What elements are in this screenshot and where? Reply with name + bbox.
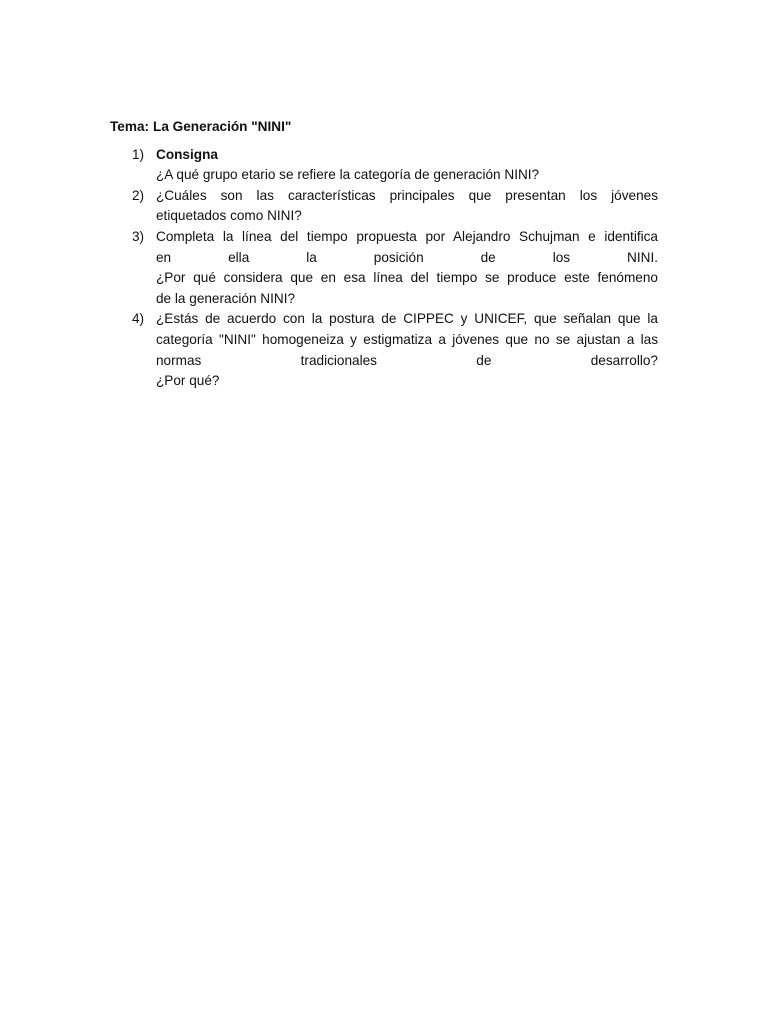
question-number: 4): [132, 311, 145, 327]
question-text-line: en ella la posición de los NINI.: [156, 249, 658, 265]
question-text-line: ¿Estás de acuerdo con la postura de CIPPEC y UNICEF, que señalan que la: [156, 311, 658, 327]
question-text-line: Completa la línea del tiempo propuesta por Alejandro Schujman e identifica: [156, 228, 658, 244]
question-text-line: de la generación NINI?: [156, 290, 296, 306]
question-list: [110, 145, 658, 392]
question-item-3: [110, 227, 658, 309]
question-heading: Consigna: [156, 146, 218, 162]
question-text-line: ¿Por qué considera que en esa línea del tiempo se produce este fenómeno: [156, 270, 658, 286]
question-text-line: ¿Por qué?: [156, 373, 220, 389]
question-text-line: etiquetados como NINI?: [156, 208, 302, 224]
question-text-line: categoría "NINI" homogeneiza y estigmatiza a jóvenes que no se ajustan a las: [156, 331, 658, 347]
document-title: [110, 117, 658, 138]
question-number: 1): [132, 146, 145, 162]
question-number: 3): [132, 228, 145, 244]
question-item-2: [110, 186, 658, 227]
question-text-line: ¿Cuáles son las características principales que presentan los jóvenes: [156, 187, 658, 203]
question-item-1: [110, 145, 658, 186]
question-item-4: [110, 309, 658, 391]
title-label: Tema:: [110, 119, 150, 134]
question-text-line: ¿A qué grupo etario se refiere la categoría de generación NINI?: [156, 167, 540, 183]
title-value: La Generación "NINI": [153, 119, 292, 134]
question-text-line: normas tradicionales de desarrollo?: [156, 352, 658, 368]
document-body: [110, 117, 658, 392]
question-number: 2): [132, 187, 145, 203]
